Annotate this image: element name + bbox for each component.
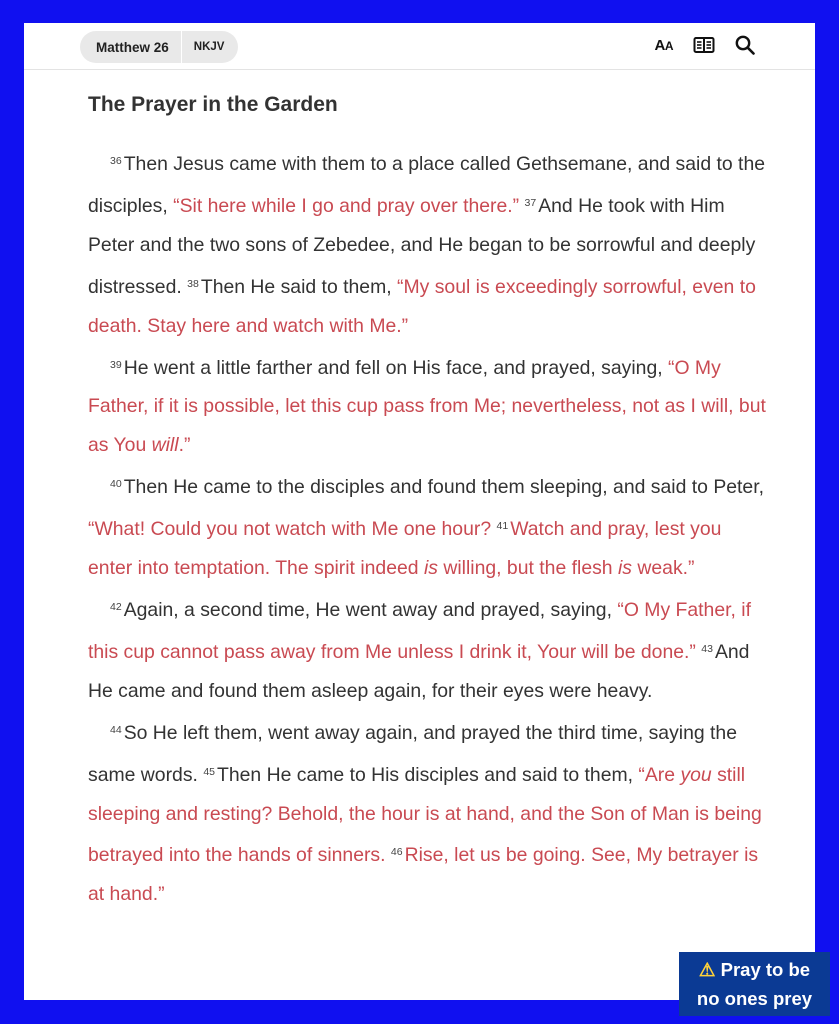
words-of-christ-italic: you [680, 763, 712, 786]
verse-text: He went a little farther and fell on His face, and prayed, saying, [123, 356, 668, 379]
words-of-christ: “Are [638, 763, 681, 786]
book-icon[interactable] [693, 36, 715, 54]
words-of-christ: willing, but the flesh [437, 557, 618, 580]
verse-number: 39 [110, 358, 122, 371]
text-size-icon[interactable] [654, 37, 673, 54]
book-chapter-button[interactable]: Matthew 26 [96, 39, 169, 55]
words-of-christ: .” [178, 434, 191, 457]
words-of-christ: Watch and pray, lest you enter into temptation. The spirit indeed [88, 518, 722, 580]
verse-text: And He came and found them asleep again, for their eyes were heavy. [88, 640, 750, 702]
words-of-christ: weak.” [631, 557, 695, 580]
verse-text: Then Jesus came with them to a place called Gethsemane, and said to the disciples, [88, 153, 766, 217]
verse-paragraph [88, 711, 768, 915]
badge-line-1 [679, 955, 830, 984]
words-of-christ: still sleeping and resting? Behold, the hour is at hand, and the Son of Man is being betrayed into the hands of sinners. [88, 763, 762, 867]
words-of-christ: Rise, let us be going. See, My betrayer is at hand.” [88, 844, 759, 906]
verse-number: 42 [110, 600, 122, 613]
badge-text-1: Pray to be [720, 959, 811, 980]
text-size-label-small: A [664, 38, 673, 53]
verse-text: Again, a second time, He went away and prayed, saying, [123, 598, 618, 621]
words-of-christ: “O My Father, if this cup cannot pass away from Me unless I drink it, Your will be done.” [88, 598, 751, 663]
text-size-label-big: A [654, 36, 665, 54]
verse-paragraph [88, 346, 768, 466]
verse-number: 38 [187, 277, 199, 290]
words-of-christ: “What! Could you not watch with Me one hour? [88, 518, 497, 541]
verse-text: So He left them, went away again, and prayed the third time, saying the same words. [88, 721, 737, 786]
overlay-badge [679, 952, 830, 1016]
words-of-christ: “Sit here while I go and pray over there.” [173, 194, 520, 217]
version-button[interactable]: NKJV [181, 31, 239, 63]
words-of-christ-italic: will [151, 434, 179, 457]
verse-number: 44 [110, 723, 122, 736]
scripture-passage [88, 142, 768, 914]
verse-number: 46 [390, 846, 403, 859]
verse-text: And He took with Him Peter and the two sons of Zebedee, and He began to be sorrowful and deeply distressed. [88, 194, 756, 298]
verse-number: 41 [496, 520, 509, 533]
section-heading: The Prayer in the Garden [88, 93, 338, 116]
words-of-christ: “My soul is exceedingly sorrowful, even to death. Stay here and watch with Me.” [88, 275, 756, 337]
warning-icon: ⚠ [698, 959, 716, 980]
words-of-christ-italic: is [617, 557, 632, 580]
toolbar-actions [654, 35, 755, 55]
passage-selector [80, 31, 238, 63]
verse-text: Then He came to the disciples and found them sleeping, and said to Peter, [123, 476, 764, 499]
verse-number: 40 [110, 478, 122, 491]
words-of-christ-italic: is [423, 557, 438, 580]
verse-paragraph [88, 465, 768, 588]
verse-number: 45 [203, 765, 215, 778]
verse-text [519, 195, 524, 217]
badge-line-2: no ones prey [696, 988, 813, 1009]
verse-text: Then He said to them, [200, 275, 398, 298]
verse-text: Then He came to His disciples and said to them, [217, 763, 639, 786]
search-icon[interactable] [735, 35, 755, 55]
words-of-christ: “O My Father, if it is possible, let this cup pass from Me; nevertheless, not as I will, but as You [88, 356, 766, 457]
verse-number: 36 [110, 155, 122, 167]
verse-number: 37 [524, 196, 537, 209]
verse-paragraph [88, 142, 768, 346]
reader-toolbar [24, 23, 815, 70]
verse-paragraph [88, 588, 768, 711]
reader-panel [24, 23, 815, 1000]
verse-number: 43 [701, 642, 713, 655]
